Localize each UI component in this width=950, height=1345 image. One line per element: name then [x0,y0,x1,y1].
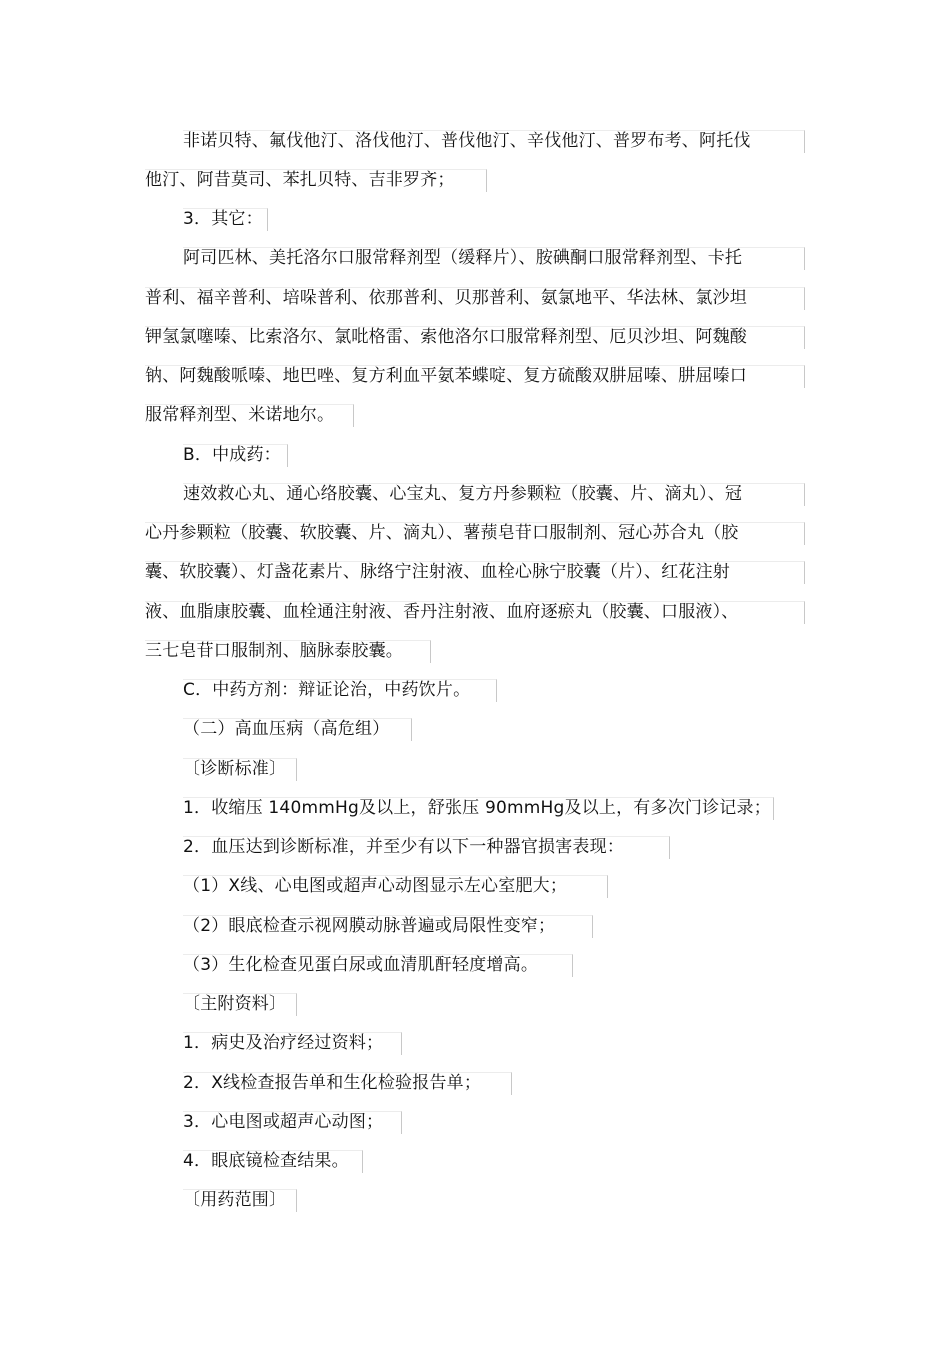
line-box-rule [145,404,354,427]
line-box-rule [145,169,487,192]
line-box-rule [183,954,573,977]
line-box-rule [183,836,670,859]
line-box-rule [183,247,805,270]
line-box-rule [145,601,805,624]
line-box-rule [183,797,774,820]
line-box-rule [183,718,412,741]
line-box-rule [183,208,268,231]
line-box-rule [145,326,805,349]
line-box-rule [183,758,297,781]
line-box-rule [183,1189,297,1212]
line-box-rule [183,483,805,506]
line-box-rule [183,915,593,938]
line-box-rule [183,1150,363,1173]
line-box-rule [145,522,805,545]
line-box-rule [183,875,608,898]
line-box-rule [183,1032,402,1055]
line-box-rule [183,679,497,702]
line-box-rule [183,993,297,1016]
line-box-rule [145,287,805,310]
document-page: 非诺贝特、氟伐他汀、洛伐他汀、普伐他汀、辛伐他汀、普罗布考、阿托伐 他汀、阿昔莫司、苯扎贝特、吉非罗齐； 3．其它： 阿司匹林、美托洛尔口服常释剂型（缓释片）、胺碘酮口服常释剂型、卡托 普利、福辛普利、培哚普利、依那普利、贝那普利、氨氯地平、华法林、氯沙坦 钾氢氯噻嗪、比索洛尔、氯吡格雷、索他洛尔口服常释剂型、厄贝沙坦、阿魏酸 钠、阿魏酸哌嗪、地巴唑、复方利血平氨苯蝶啶、复方硫酸双肼屈嗪、肼屈嗪口 服常释剂型、米诺地尔。 B．中成药： 速效救心丸、通心络胶囊、心宝丸、复方丹参颗粒（胶囊、片、滴丸）、冠 心丹参颗粒（胶囊、软胶囊、片、滴丸）、薯蓣皂苷口服制剂、冠心苏合丸（胶 囊、软胶囊）、灯盏花素片、脉络宁注射液、血栓心脉宁胶囊（片）、红花注射 液、血脂康胶囊、血栓通注射液、香丹注射液、血府逐瘀丸（胶囊、口服液）、 三七皂苷口服制剂、脑脉泰胶囊。 C．中药方剂：辩证论治，中药饮片。 （二）高血压病（高危组） 〔诊断标准〕 1．收缩压 140mmHg及以上，舒张压 90mmHg及以上，有多次门诊记录； 2．血压达到诊断标准，并至少有以下一种器官损害表现： （1）X线、心电图或超声心动图显示左心室肥大； （2）眼底检查示视网膜动脉普遍或局限性变窄； （3）生化检查见蛋白尿或血清肌酐轻度增高。 〔主附资料〕 1．病史及治疗经过资料； 2．X线检查报告单和生化检验报告单； 3．心电图或超声心动图； 4．眼底镜检查结果。 〔用药范围〕 [0,0,950,1345]
line-box-rule [183,1072,512,1095]
line-box-rule [145,640,431,663]
line-box-rule [145,365,805,388]
line-box-rule [183,1111,402,1134]
line-box-rule [183,444,288,467]
line-box-rule [183,130,805,153]
line-box-rule [145,561,805,584]
